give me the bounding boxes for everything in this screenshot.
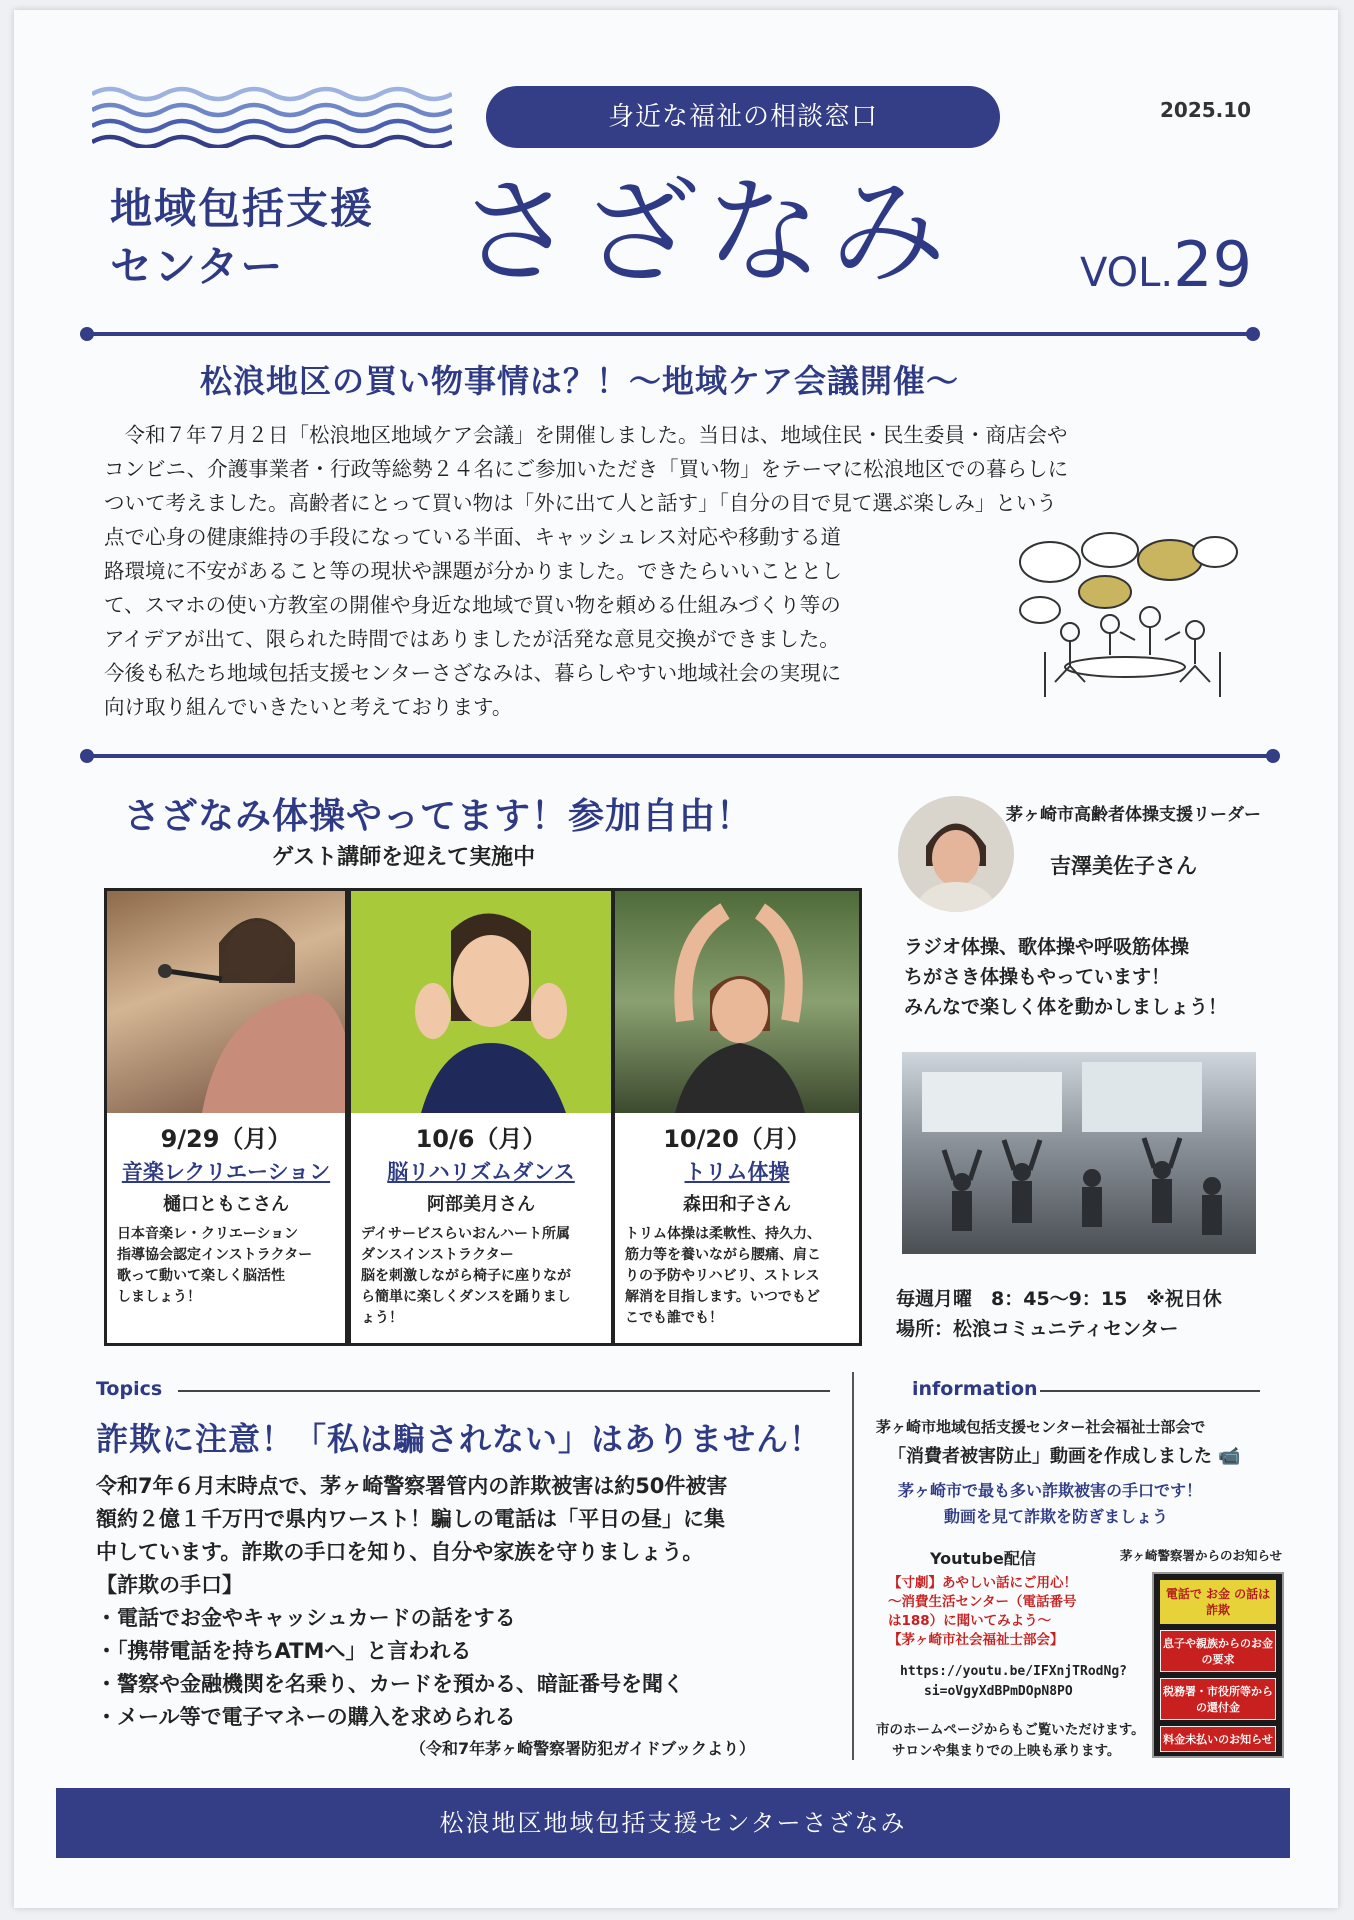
homepage-note xyxy=(876,1720,1145,1762)
meeting-line: て、スマホの使い方教室の開催や身近な地域で買い物を頼める仕組みづくり等の xyxy=(104,593,841,617)
camera-icon: 📹 xyxy=(1218,1446,1241,1467)
info-line2 xyxy=(888,1442,1241,1468)
exercise-place: 場所：松浪コミュニティセンター xyxy=(896,1318,1179,1340)
newsletter-title: さざなみ xyxy=(458,165,954,300)
topics-body xyxy=(96,1470,727,1734)
instructor-name: 森田和子さん xyxy=(683,1194,791,1215)
video-url-line1[interactable]: https://youtu.be/IFXnjTRodNg? xyxy=(900,1664,1127,1679)
meeting-line: 向け取り組んでいきたいと考えております。 xyxy=(104,695,513,719)
instructor-photo xyxy=(615,891,859,1113)
class-description xyxy=(615,1224,859,1329)
video-line: 【寸劇】あやしい話にご用心！ xyxy=(888,1575,1077,1591)
leader-line: みんなで楽しく体を動かしましょう！ xyxy=(904,996,1228,1018)
topics-rule xyxy=(178,1390,830,1392)
tagline-pill: 身近な福祉の相談窓口 xyxy=(486,86,1000,148)
instructor-photo xyxy=(351,891,611,1113)
volume xyxy=(1080,228,1252,301)
scam-list-title: 【詐欺の手口】 xyxy=(96,1573,243,1597)
instructor-name: 樋口ともこさん xyxy=(163,1194,289,1215)
video-line: ～消費生活センター（電話番号 xyxy=(888,1594,1077,1610)
topics-line: 中しています。詐欺の手口を知り、自分や家族を守りましょう。 xyxy=(96,1540,704,1564)
topics-source: （令和7年茅ヶ崎警察署防犯ガイドブックより） xyxy=(410,1739,756,1758)
class-title: 脳リハリズムダンス xyxy=(387,1160,575,1184)
class-title: 音楽レクリエーション xyxy=(121,1160,331,1184)
meeting-line: ついて考えました。高齢者にとって買い物は「外に出て人と話す」「自分の目で見て選ぶ楽しみ」という xyxy=(104,491,1057,515)
topics-heading: 詐欺に注意！「私は騙されない」はありません！ xyxy=(96,1420,823,1458)
exercise-heading: さざなみ体操やってます！参加自由！ xyxy=(124,796,754,837)
info-line1: 茅ヶ崎市地域包括支援センター社会福祉士部会で xyxy=(876,1418,1206,1436)
poster-row: 料金未払いのお知らせ xyxy=(1160,1726,1276,1752)
desc-line: トリム体操は柔軟性、持久力、 xyxy=(625,1226,821,1242)
desc-line: デイサービスらいおんハート所属 xyxy=(361,1226,571,1242)
info-line2-text: 「消費者被害防止」動画を作成しました xyxy=(888,1446,1212,1467)
police-label: 茅ヶ崎警察署からのお知らせ xyxy=(1120,1548,1283,1563)
scam-item: ・メール等で電子マネーの購入を求められる xyxy=(96,1705,516,1729)
instructor-photo xyxy=(107,891,345,1113)
video-url[interactable] xyxy=(900,1662,1127,1702)
issue-date: 2025.10 xyxy=(1160,98,1252,122)
desc-line: 指導協会認定インストラクター xyxy=(117,1247,313,1263)
divider-middle xyxy=(86,754,1274,758)
class-title: トリム体操 xyxy=(684,1160,790,1184)
leader-line: ラジオ体操、歌体操や呼吸筋体操 xyxy=(904,936,1190,958)
desc-line: 脳を刺激しながら椅子に座りなが xyxy=(361,1268,571,1284)
desc-line: 日本音楽レ・クリエーション xyxy=(117,1226,299,1242)
meeting-line: 路環境に不安があること等の現状や課題が分かりました。できたらいいこととし xyxy=(104,559,842,583)
leader-message xyxy=(904,932,1227,1022)
class-date: 10/6（月） xyxy=(415,1125,547,1153)
volume-number: 29 xyxy=(1173,228,1253,301)
video-title xyxy=(888,1574,1077,1650)
meeting-illustration xyxy=(1010,532,1240,702)
information-rule xyxy=(1040,1390,1260,1392)
youtube-label: Youtube配信 xyxy=(930,1549,1036,1568)
scam-item: ・「携帯電話を持ちATMへ」と言われる xyxy=(96,1639,472,1663)
desc-line: 筋力等を養いながら腰痛、肩こ xyxy=(625,1247,821,1263)
org-name xyxy=(110,180,374,296)
poster-title: 電話で お金 の話は詐欺 xyxy=(1160,1580,1276,1624)
class-date: 9/29（月） xyxy=(160,1125,292,1153)
desc-line: こでも誰でも！ xyxy=(625,1310,723,1326)
leader-avatar xyxy=(898,796,1014,912)
class-date: 10/20（月） xyxy=(663,1125,811,1153)
video-line: 【茅ヶ崎市社会福祉士部会】 xyxy=(888,1632,1064,1648)
class-description xyxy=(351,1224,611,1329)
volume-label: VOL. xyxy=(1080,250,1174,296)
info-line4: 動画を見て詐欺を防ぎましょう xyxy=(944,1507,1169,1526)
video-line: は188）に聞いてみよう～ xyxy=(888,1613,1052,1629)
footer-band: 松浪地区地域包括支援センターさざなみ xyxy=(56,1788,1290,1858)
police-poster xyxy=(1152,1572,1284,1758)
exercise-schedule: 毎週月曜 8：45～9：15 ※祝日休 xyxy=(896,1288,1222,1310)
meeting-line: 今後も私たち地域包括支援センターさざなみは、暮らしやすい地域社会の実現に xyxy=(104,661,842,685)
topics-label: Topics xyxy=(96,1378,163,1400)
desc-line: ら簡単に楽しくダンスを踊りまし xyxy=(361,1289,571,1305)
scam-item: ・警察や金融機関を名乗り、カードを預かる、暗証番号を聞く xyxy=(96,1672,684,1696)
homepage-line: 市のホームページからもご覧いただけます。 xyxy=(876,1722,1145,1738)
leader-name: 吉澤美佐子さん xyxy=(1050,854,1197,878)
desc-line: 歌って動いて楽しく脳活性 xyxy=(117,1268,285,1284)
leader-role: 茅ヶ崎市高齢者体操支援リーダー xyxy=(1006,805,1261,825)
meeting-heading: 松浪地区の買い物事情は？！～地域ケア会議開催～ xyxy=(200,362,960,400)
video-url-line2[interactable]: si=oVgyXdBPmDOpN8PO xyxy=(924,1684,1073,1699)
desc-line: ダンスインストラクター xyxy=(361,1247,514,1263)
poster-row: 税務署・市役所等からの還付金 xyxy=(1160,1678,1276,1720)
meeting-line: コンビニ、介護事業者・行政等総勢２４名にご参加いただき「買い物」をテーマに松浪地区での暮らしに xyxy=(104,457,1069,481)
class-card xyxy=(104,888,348,1346)
meeting-line: 点で心身の健康維持の手段になっている半面、キャッシュレス対応や移動する道 xyxy=(104,525,841,549)
poster-row: 息子や親族からのお金の要求 xyxy=(1160,1630,1276,1672)
desc-line: りの予防やリハビリ、ストレス xyxy=(625,1268,820,1284)
instructor-name: 阿部美月さん xyxy=(427,1194,535,1215)
column-divider xyxy=(852,1372,854,1760)
desc-line: 解消を目指します。いつでもど xyxy=(625,1289,820,1305)
org-name-line2: センター xyxy=(110,242,285,291)
exercise-photo xyxy=(902,1052,1256,1254)
org-name-line1: 地域包括支援 xyxy=(110,184,375,233)
information-label: information xyxy=(912,1378,1038,1400)
exercise-subheading: ゲスト講師を迎えて実施中 xyxy=(272,845,536,870)
info-line3: 茅ヶ崎市で最も多い詐欺被害の手口です！ xyxy=(898,1481,1203,1500)
homepage-line: サロンや集まりでの上映も承ります。 xyxy=(892,1743,1121,1759)
scam-item: ・電話でお金やキャッシュカードの話をする xyxy=(96,1606,516,1630)
class-card xyxy=(612,888,862,1346)
topics-line: 令和7年６月末時点で、茅ヶ崎警察署管内の詐欺被害は約50件被害 xyxy=(96,1474,728,1498)
desc-line: しましょう！ xyxy=(117,1289,201,1305)
divider-top xyxy=(86,332,1254,336)
meeting-line: アイデアが出て、限られた時間ではありましたが活発な意見交換ができました。 xyxy=(104,627,840,651)
desc-line: ょう！ xyxy=(361,1310,403,1326)
meeting-line: 令和７年７月２日「松浪地区地域ケア会議」を開催しました。当日は、地域住民・民生委員・商店会や xyxy=(104,423,1068,447)
class-description xyxy=(107,1224,345,1308)
leader-line: ちがさき体操もやっています！ xyxy=(904,966,1171,988)
class-card xyxy=(348,888,614,1346)
waves-logo xyxy=(92,84,452,148)
topics-line: 額約２億１千万円で県内ワースト！騙しの電話は「平日の昼」に集 xyxy=(96,1507,725,1531)
